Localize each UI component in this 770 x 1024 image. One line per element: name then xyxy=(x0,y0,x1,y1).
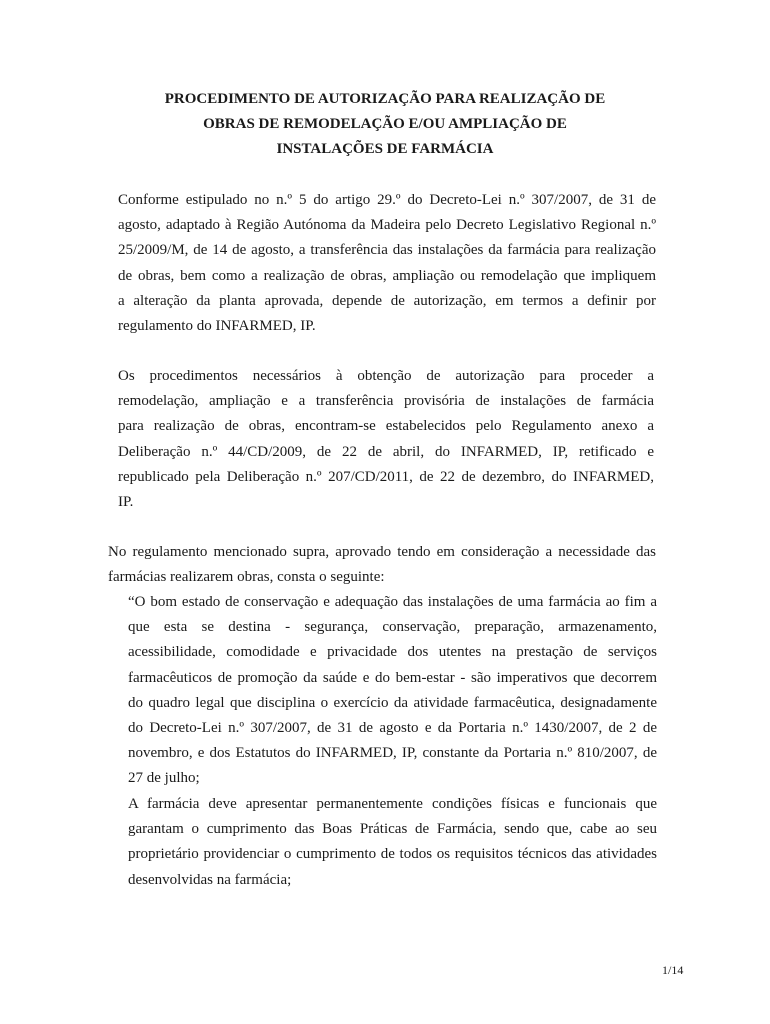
text-line: agosto, adaptado à Região Autónoma da Madeira pelo Decreto Legislativo Regional n.º xyxy=(118,217,656,234)
text-line: Os procedimentos necessários à obtenção de autorização para proceder a xyxy=(118,368,654,384)
document-title-line-2: OBRAS DE REMODELAÇÃO E/OU AMPLIAÇÃO DE xyxy=(203,116,567,132)
text-line: garantam o cumprimento das Boas Práticas de Farmácia, sendo que, cabe ao seu xyxy=(128,821,657,838)
text-line: No regulamento mencionado supra, aprovado tendo em consideração a necessidade das xyxy=(108,544,656,560)
text-line: do Decreto-Lei n.º 307/2007, de 31 de agosto e da Portaria n.º 1430/2007, de 2 de xyxy=(128,719,657,736)
text-line: regulamento do INFARMED, IP. xyxy=(118,317,316,334)
text-line: remodelação, ampliação e a transferência provisória de instalações de farmácia xyxy=(118,393,654,410)
text-line: do quadro legal que disciplina o exercício da atividade farmacêutica, designadamente xyxy=(128,694,657,711)
text-line: de obras, bem como a realização de obras, ampliação ou remodelação que impliquem xyxy=(118,267,656,284)
text-line: 27 de julho; xyxy=(128,770,200,787)
quote-good-practices xyxy=(128,792,657,893)
text-line: Deliberação n.º 44/CD/2009, de 22 de abril, do INFARMED, IP, retificado e xyxy=(118,443,654,460)
text-line: “O bom estado de conservação e adequação das instalações de uma farmácia ao fim a xyxy=(128,594,657,610)
text-line: farmacêuticos de promoção da saúde e do bem-estar - são imperativos que decorrem xyxy=(128,669,657,686)
document-title-line-1: PROCEDIMENTO DE AUTORIZAÇÃO PARA REALIZAÇÃO DE xyxy=(164,91,606,107)
text-line: farmácias realizarem obras, consta o seguinte: xyxy=(108,569,385,586)
quote-conservation xyxy=(128,590,657,792)
text-line: para realização de obras, encontram-se estabelecidos pelo Regulamento anexo a xyxy=(118,418,654,435)
paragraph-procedures xyxy=(118,364,654,515)
text-line: desenvolvidas na farmácia; xyxy=(128,871,292,888)
paragraph-legal-basis xyxy=(118,188,656,339)
paragraph-regulation-intro xyxy=(108,540,656,590)
text-line: a alteração da planta aprovada, depende de autorização, em termos a definir por xyxy=(118,292,656,309)
text-line: Conforme estipulado no n.º 5 do artigo 29.º do Decreto-Lei n.º 307/2007, de 31 de xyxy=(118,192,656,208)
text-line: A farmácia deve apresentar permanentemente condições físicas e funcionais que xyxy=(128,796,657,812)
text-line: acessibilidade, comodidade e privacidade dos utentes na prestação de serviços xyxy=(128,644,657,661)
text-line: proprietário providenciar o cumprimento de todos os requisitos técnicos das atividades xyxy=(128,846,657,863)
text-line: novembro, e dos Estatutos do INFARMED, IP, constante da Portaria n.º 810/2007, de xyxy=(128,745,657,762)
document-title-line-3: INSTALAÇÕES DE FARMÁCIA xyxy=(276,141,494,157)
text-line: IP. xyxy=(118,493,134,510)
text-line: 25/2009/M, de 14 de agosto, a transferência das instalações da farmácia para realização xyxy=(118,242,656,259)
text-line: que esta se destina - segurança, conservação, preparação, armazenamento, xyxy=(128,619,657,636)
page-number: 1/14 xyxy=(662,963,684,977)
text-line: republicado pela Deliberação n.º 207/CD/2011, de 22 de dezembro, do INFARMED, xyxy=(118,468,654,485)
